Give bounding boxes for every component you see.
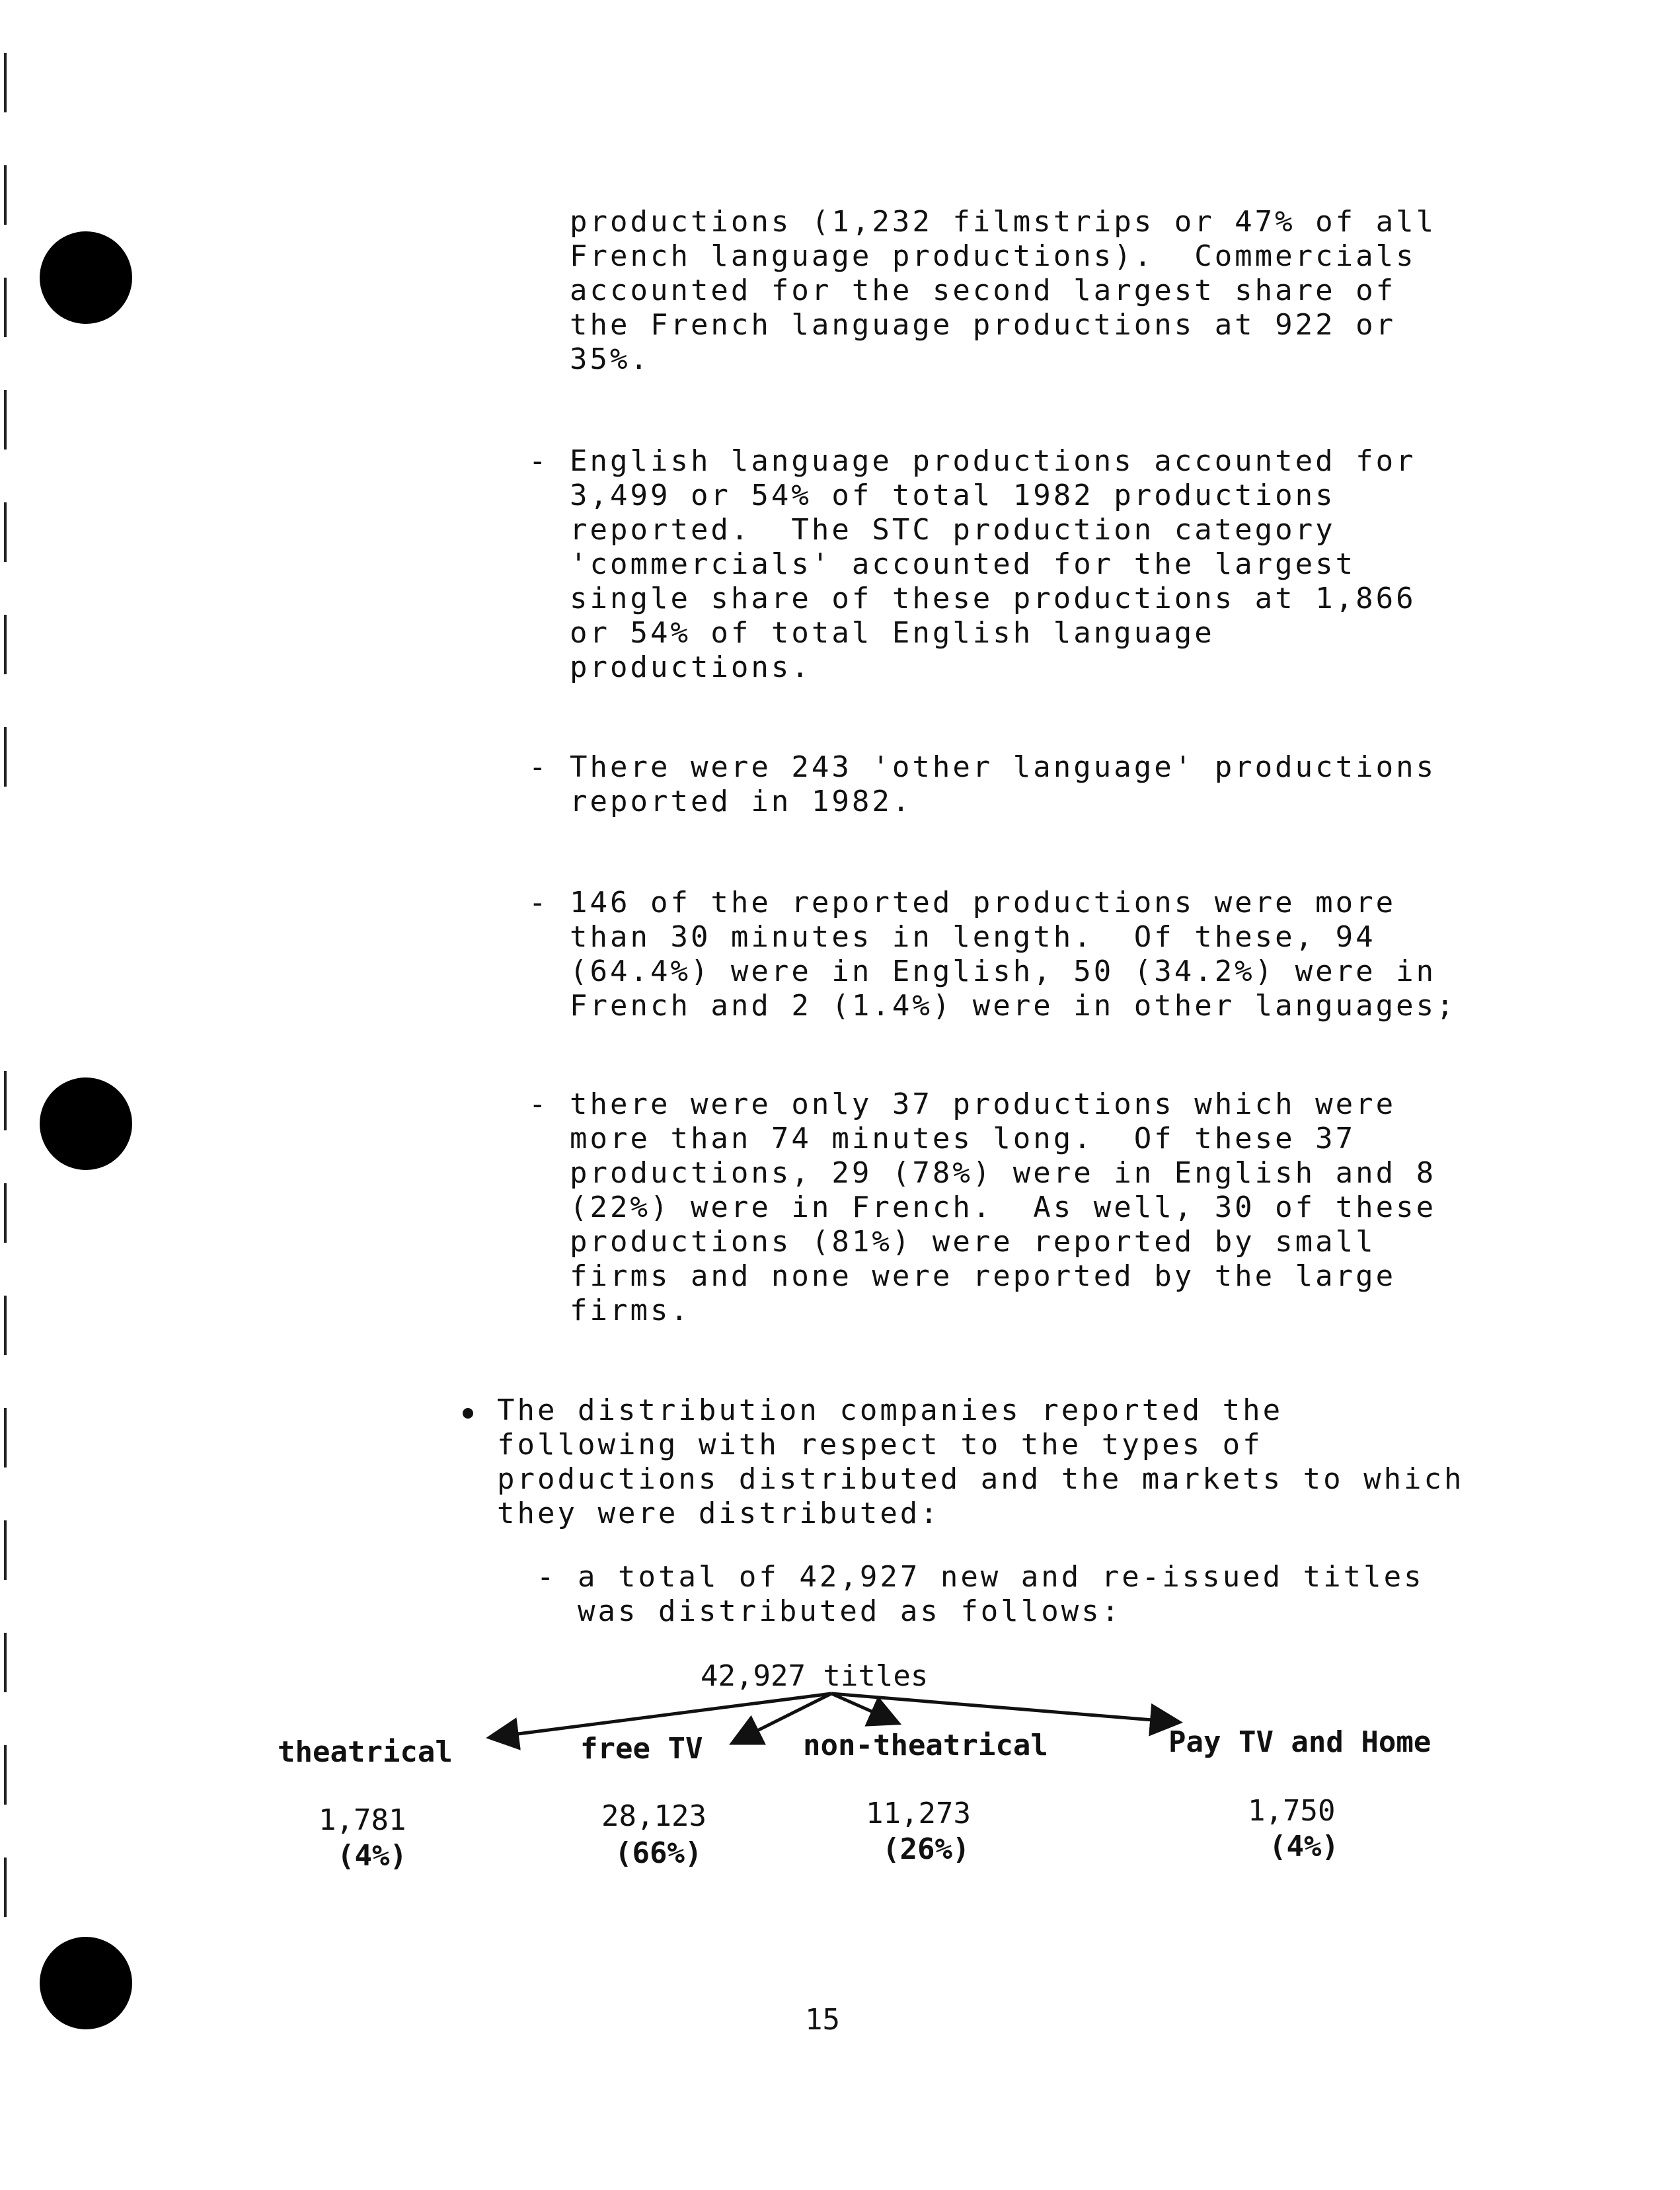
branch-count-free-tv: 28,123 <box>601 1799 706 1833</box>
page-number: 15 <box>805 2003 840 2037</box>
arrow-to-theatrical <box>492 1694 831 1737</box>
dash-marker: - <box>529 1087 547 1121</box>
branch-pct-non-theatrical: (26%) <box>882 1832 970 1866</box>
branch-pct-pay-tv: (4%) <box>1269 1830 1339 1863</box>
paragraph-total-titles: a total of 42,927 new and re-issued titles was distributed as follows: <box>578 1560 1424 1628</box>
paragraph-english-productions: English language productions accounted for 3,499 or 54% of total 1982 productions reported. The STC production category 'commercials' accounted for the largest single share of these productions at 1,866 or 54% of total English language productions. <box>570 444 1416 684</box>
branch-pct-free-tv: (66%) <box>615 1836 703 1870</box>
dash-marker: - <box>529 444 547 478</box>
diagram-root-label: 42,927 titles <box>701 1659 929 1693</box>
branch-label-pay-tv: Pay TV and Home <box>1168 1725 1432 1759</box>
branch-label-free-tv: free TV <box>580 1732 703 1766</box>
branch-label-non-theatrical: non-theatrical <box>803 1729 1048 1762</box>
branch-pct-theatrical: (4%) <box>337 1839 407 1873</box>
paragraph-distribution: The distribution companies reported the following with respect to the types of productions distributed and the markets to which they were distributed: <box>497 1393 1465 1530</box>
paragraph-74-minutes: there were only 37 productions which were more than 74 minutes long. Of these 37 productions, 29 (78%) were in English and 8 (22%) were in French. As well, 30 of these productions (81%) were reported by small firms and none were reported by the large firms. <box>570 1087 1437 1327</box>
dash-marker: - <box>537 1560 554 1594</box>
branch-count-theatrical: 1,781 <box>319 1803 406 1837</box>
branch-count-non-theatrical: 11,273 <box>866 1797 971 1830</box>
dash-marker: - <box>529 750 547 784</box>
paragraph-french-productions: productions (1,232 filmstrips or 47% of all French language productions). Commercials accounted for the second largest share of the French language productions at 922 or 35%. <box>570 205 1437 376</box>
paragraph-other-language: There were 243 'other language' productions reported in 1982. <box>570 750 1437 818</box>
branch-count-pay-tv: 1,750 <box>1248 1794 1336 1828</box>
branch-label-theatrical: theatrical <box>278 1735 453 1769</box>
paragraph-30-minutes: 146 of the reported productions were more than 30 minutes in length. Of these, 94 (64.4%) were in English, 50 (34.2%) were in French and 2 (1.4%) were in other languages; <box>570 886 1457 1023</box>
dash-marker: - <box>529 886 547 919</box>
